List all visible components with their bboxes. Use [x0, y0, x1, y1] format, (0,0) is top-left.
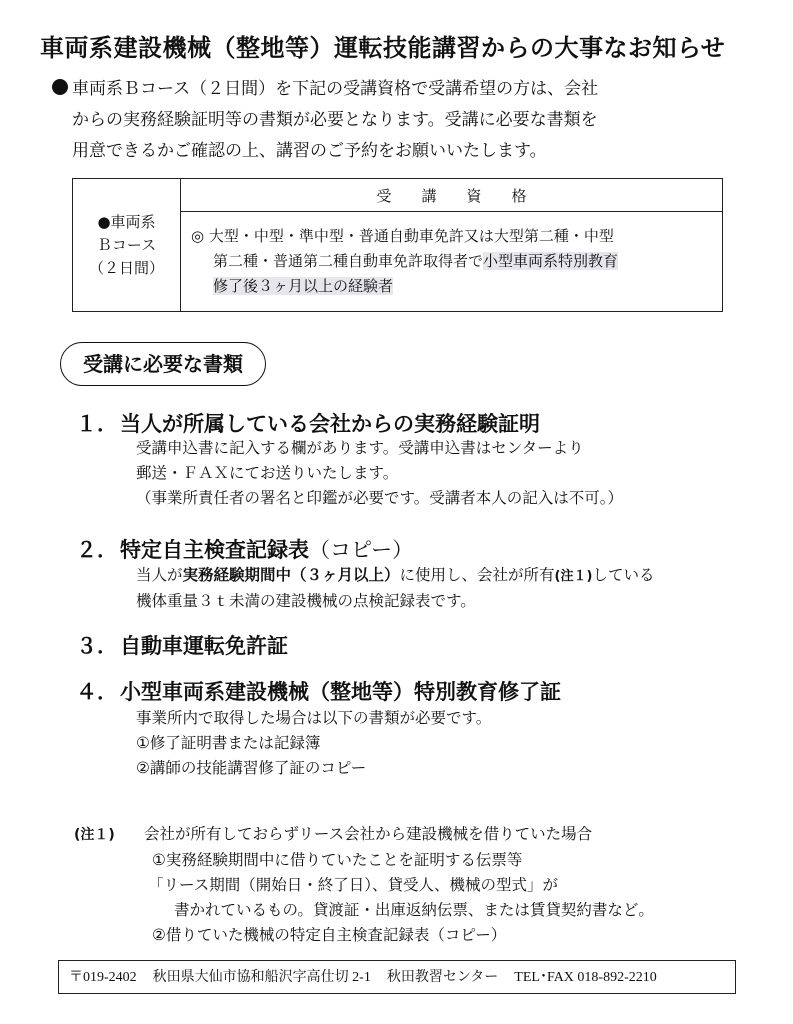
- item-4-number: ４．: [76, 680, 118, 704]
- item-2-body: [136, 563, 654, 614]
- item-1-line-1: 受講申込書に記入する欄があります。受講申込書はセンターより: [136, 439, 584, 457]
- course-name: ●車両系: [97, 212, 156, 231]
- footer-center-name: 秋田教習センター: [386, 970, 499, 985]
- qualification-header: 受講資格: [181, 179, 723, 212]
- note-line-2: ①実務経験期間中に借りていたことを証明する伝票等: [152, 851, 523, 869]
- item-2-text-b: に使用し、会社が所有: [399, 566, 555, 584]
- qualification-highlight-2: 修了後３ヶ月以上の経験者: [213, 277, 394, 295]
- note-line-4: 書かれているもの。貸渡証・出庫返納伝票、または賃貸契約書など。: [174, 901, 654, 919]
- note-label: (注１): [74, 827, 115, 843]
- item-2-heading: [76, 534, 413, 564]
- qualification-line-2-text: 第二種・普通第二種自動車免許取得者で: [213, 252, 484, 270]
- footnote: [74, 822, 764, 948]
- qualification-line-3: [191, 274, 716, 299]
- item-4-line-3: ②講師の技能講習修了証のコピー: [136, 759, 367, 777]
- course-type: Ｂコース: [96, 235, 157, 254]
- page-title: 車両系建設機械（整地等）運転技能講習からの大事なお知らせ: [40, 34, 726, 62]
- section-title: 受講に必要な書類: [60, 342, 266, 386]
- footer-phone: TEL･FAX 018-892-2210: [514, 970, 657, 985]
- qualification-highlight-1: 小型車両系特別教育: [483, 252, 619, 270]
- item-2-note-ref: (注１): [554, 569, 593, 584]
- intro-line-1: 車両系Ｂコース（２日間）を下記の受講資格で受講希望の方は、会社: [72, 79, 599, 99]
- item-1-body: [136, 436, 623, 511]
- item-1-line-3: （事業所責任者の署名と印鑑が必要です。受講者本人の記入は不可。）: [136, 489, 624, 507]
- item-4-line-2: ①修了証明書または記録簿: [136, 734, 321, 752]
- item-1-title: 当人が所属している会社からの実務経験証明: [120, 412, 540, 436]
- item-2-line-1: [136, 563, 654, 589]
- item-2-period: 実務経験期間中（３ヶ月以上）: [182, 566, 400, 584]
- item-4-line-1: 事業所内で取得した場合は以下の書類が必要です。: [136, 709, 492, 727]
- qualification-line-1: ◎ 大型・中型・準中型・普通自動車免許又は大型第二種・中型: [191, 227, 614, 245]
- intro-paragraph: [52, 74, 732, 167]
- qualification-body: [181, 212, 723, 312]
- item-3-heading: [76, 630, 288, 660]
- item-2-line-2: 機体重量３ｔ未満の建設機械の点検記録表です。: [136, 592, 476, 610]
- note-line-1: [74, 822, 764, 848]
- course-duration: （２日間）: [88, 258, 164, 277]
- note-line-5: ②借りていた機械の特定自主検査記録表（コピー）: [152, 926, 507, 944]
- item-2-title-suffix: （コピー）: [309, 538, 414, 562]
- footer-address: 秋田県大仙市協和船沢字高仕切 2-1: [152, 970, 371, 985]
- intro-line-2: からの実務経験証明等の書類が必要となります。受講に必要な書類を: [72, 110, 598, 130]
- note-line-3: 「リース期間（開始日・終了日）、貸受人、機械の型式」が: [148, 876, 558, 894]
- item-2-title: 特定自主検査記録表: [120, 538, 309, 562]
- item-2-text-c: している: [592, 566, 655, 584]
- item-2-number: ２．: [76, 538, 118, 562]
- item-1-number: １．: [76, 412, 118, 436]
- item-4-title: 小型車両系建設機械（整地等）特別教育修了証: [120, 680, 561, 704]
- item-1-heading: [76, 408, 540, 438]
- qualification-line-2: [191, 249, 716, 274]
- item-4-body: [136, 706, 491, 781]
- qualification-table: [72, 178, 723, 312]
- item-2-text-a: 当人が: [136, 566, 183, 584]
- item-3-title: 自動車運転免許証: [120, 634, 288, 658]
- course-cell: [73, 179, 181, 312]
- item-1-line-2: 郵送・ＦＡＸにてお送りいたします。: [136, 464, 399, 482]
- item-3-number: ３．: [76, 634, 118, 658]
- footer-contact: [58, 960, 736, 994]
- item-4-heading: [76, 676, 561, 706]
- intro-line-3: 用意できるかご確認の上、講習のご予約をお願いいたします。: [72, 141, 547, 161]
- footer-postal: 〒019-2402: [69, 970, 137, 985]
- bullet-icon: [52, 79, 68, 95]
- note-text-1: 会社が所有しておらずリース会社から建設機械を借りていた場合: [144, 825, 593, 843]
